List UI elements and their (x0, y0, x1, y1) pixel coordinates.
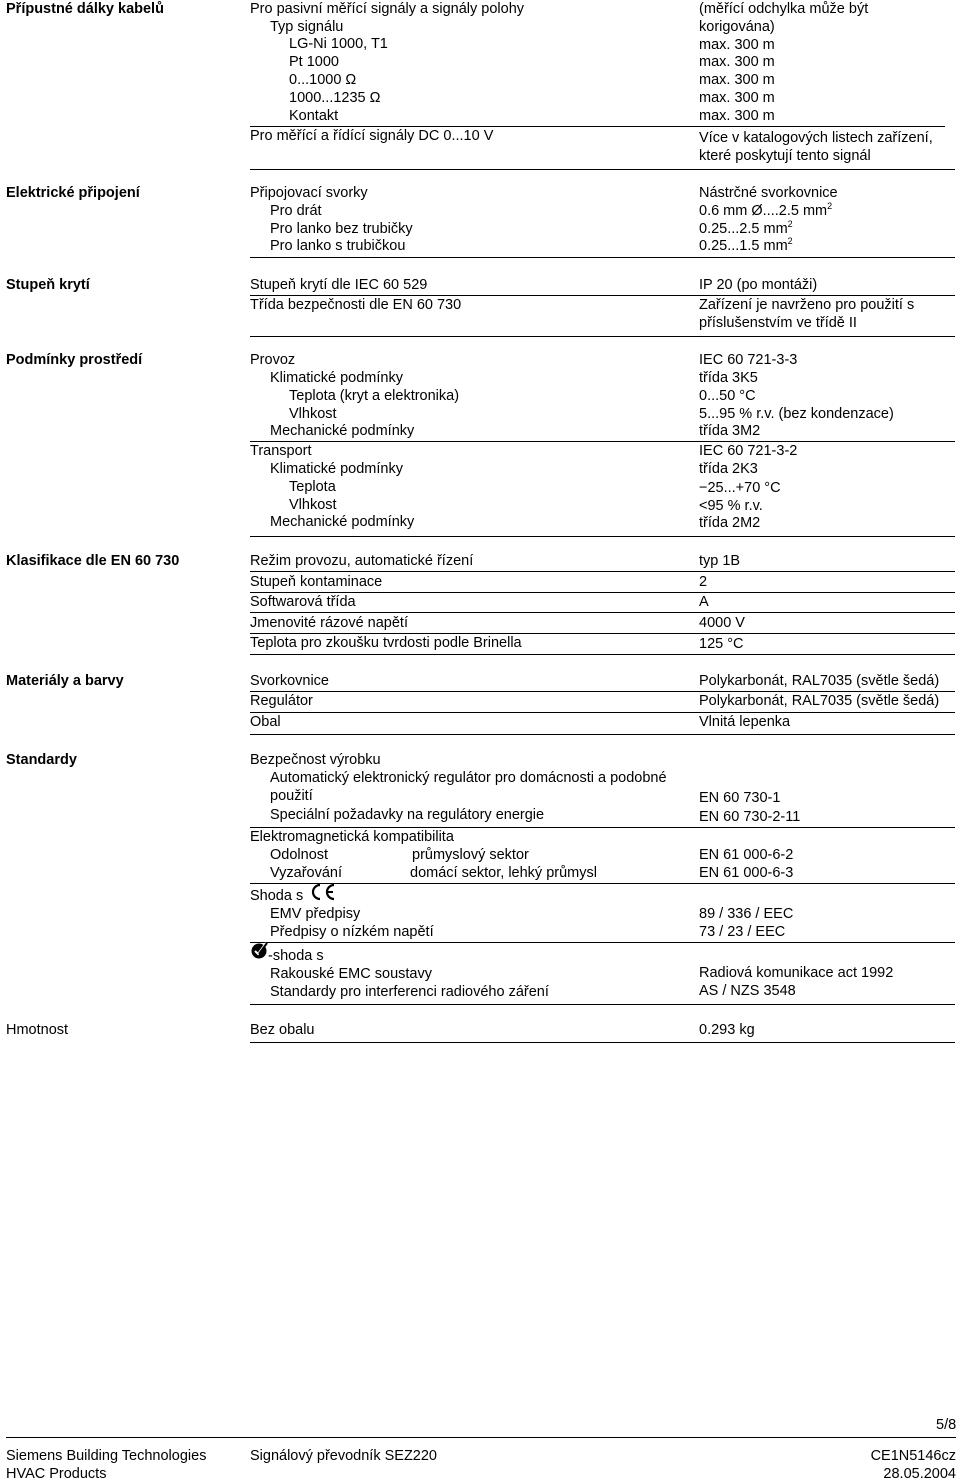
environment-value: třída 3M2 (699, 423, 761, 439)
environment-line: Vlhkost (289, 406, 337, 422)
cable-value: max. 300 m (699, 72, 775, 88)
classification-value: A (699, 594, 709, 610)
classification-line: Softwarová třída (250, 594, 356, 610)
section-divider (250, 536, 955, 537)
cable-value: Více v katalogových listech zařízení, (699, 130, 933, 146)
environment-value: 5...95 % r.v. (bez kondenzace) (699, 406, 894, 422)
weight-line: Bez obalu (250, 1022, 315, 1038)
classification-value: 125 °C (699, 636, 744, 652)
standards-line: Speciální požadavky na regulátory energie (270, 807, 545, 823)
classification-line: Stupeň kontaminace (250, 574, 383, 590)
page-number: 5/8 (936, 1417, 957, 1433)
cable-line: 1000...1235 Ω (289, 90, 381, 106)
section-label-materials: Materiály a barvy (6, 673, 124, 689)
standards-line: průmyslový sektor (412, 847, 529, 863)
environment-line: Klimatické podmínky (270, 370, 403, 386)
cable-value: max. 300 m (699, 37, 775, 53)
cable-line: Pro měřící a řídící signály DC 0...10 V (250, 128, 494, 144)
protection-line: Třída bezpečnosti dle EN 60 730 (250, 297, 462, 313)
cable-value: které poskytují tento signál (699, 148, 871, 164)
standards-line: Standardy pro interferenci radiového záření (270, 984, 549, 1000)
environment-value: třída 2M2 (699, 515, 761, 531)
section-divider (250, 1004, 955, 1005)
row-divider (250, 712, 955, 713)
cable-line: Kontakt (289, 108, 339, 124)
materials-value: Polykarbonát, RAL7035 (světle šedá) (699, 673, 940, 689)
cable-line: Typ signálu (270, 19, 344, 35)
standards-value: EN 61 000-6-3 (699, 865, 794, 881)
cable-value: max. 300 m (699, 108, 775, 124)
classification-line: Jmenovité rázové napětí (250, 615, 408, 631)
environment-line: Mechanické podmínky (270, 514, 415, 530)
row-divider (250, 612, 955, 613)
cable-value: (měřící odchylka může být (699, 1, 869, 17)
standards-line: Rakouské EMC soustavy (270, 966, 432, 982)
electrical-value: 0.25...2.5 $mm^2$ (699, 219, 793, 237)
environment-value: −25...+70 °C (699, 480, 781, 496)
electrical-value: 0.25...1.5 $mm^2$ (699, 236, 793, 254)
electrical-value: Nástrčné svorkovnice (699, 185, 838, 201)
footer-doc-id: CE1N5146cz (870, 1448, 956, 1464)
row-divider (250, 126, 945, 127)
standards-line: EMV předpisy (270, 906, 361, 922)
footer-divider (6, 1437, 956, 1438)
cable-line: 0...1000 Ω (289, 72, 357, 88)
cable-value: korigována) (699, 19, 775, 35)
electrical-line: Pro lanko s trubičkou (270, 238, 406, 254)
row-divider (250, 942, 955, 943)
environment-value: IEC 60 721-3-3 (699, 352, 798, 368)
section-label-cables: Přípustné dálky kabelů (6, 1, 164, 17)
section-divider (250, 169, 955, 170)
section-divider (250, 1042, 955, 1043)
ce-mark-icon (309, 882, 337, 902)
row-divider (250, 571, 955, 572)
environment-value: IEC 60 721-3-2 (699, 443, 798, 459)
cable-line: LG-Ni 1000, T1 (289, 36, 388, 52)
protection-value: IP 20 (po montáži) (699, 277, 818, 293)
section-divider (250, 734, 955, 735)
environment-line: Mechanické podmínky (270, 423, 415, 439)
section-label-weight: Hmotnost (6, 1022, 69, 1038)
classification-line: Režim provozu, automatické řízení (250, 553, 474, 569)
standards-line: Odolnost (270, 847, 329, 863)
section-label-protection: Stupeň krytí (6, 277, 90, 293)
c-tick-mark-icon (250, 942, 268, 960)
protection-line: Stupeň krytí dle IEC 60 529 (250, 277, 428, 293)
standards-value: Radiová komunikace act 1992 (699, 965, 894, 981)
cable-value: max. 300 m (699, 90, 775, 106)
row-divider (250, 441, 955, 442)
row-divider (250, 691, 955, 692)
materials-value: Vlnitá lepenka (699, 714, 791, 730)
row-divider (250, 295, 955, 296)
materials-line: Svorkovnice (250, 673, 329, 689)
environment-line: Transport (250, 443, 312, 459)
standards-line: domácí sektor, lehký průmysl (410, 865, 597, 881)
section-divider (250, 336, 955, 337)
standards-line: Shoda s (250, 888, 304, 904)
standards-line: použití (270, 788, 313, 804)
environment-line: Teplota (kryt a elektronika) (289, 388, 460, 404)
standards-line: Automatický elektronický regulátor pro domácnosti a podobné (270, 770, 667, 786)
electrical-line: Pro lanko bez trubičky (270, 221, 413, 237)
protection-value: Zařízení je navrženo pro použití s (699, 297, 915, 313)
section-divider (250, 257, 955, 258)
cable-line: Pro pasivní měřící signály a signály polohy (250, 1, 525, 17)
standards-line: -shoda s (268, 948, 324, 964)
standards-value: 73 / 23 / EEC (699, 924, 786, 940)
materials-value: Polykarbonát, RAL7035 (světle šedá) (699, 693, 940, 709)
section-label-classification: Klasifikace dle EN 60 730 (6, 553, 180, 569)
standards-value: 89 / 336 / EEC (699, 906, 794, 922)
section-label-standards: Standardy (6, 752, 77, 768)
section-label-electrical: Elektrické připojení (6, 185, 140, 201)
standards-value: EN 61 000-6-2 (699, 847, 794, 863)
environment-line: Klimatické podmínky (270, 461, 403, 477)
standards-value: EN 60 730-2-11 (699, 809, 801, 825)
section-label-environment: Podmínky prostředí (6, 352, 143, 368)
footer-product: Signálový převodník SEZ220 (250, 1448, 437, 1464)
environment-line: Provoz (250, 352, 296, 368)
standards-line: Elektromagnetická kompatibilita (250, 829, 454, 845)
materials-line: Regulátor (250, 693, 313, 709)
standards-value: EN 60 730-1 (699, 790, 781, 806)
standards-line: Předpisy o nízkém napětí (270, 924, 434, 940)
electrical-line: Připojovací svorky (250, 185, 368, 201)
electrical-line: Pro drát (270, 203, 322, 219)
standards-line: Bezpečnost výrobku (250, 752, 381, 768)
environment-value: 0...50 °C (699, 388, 756, 404)
footer-date: 28.05.2004 (883, 1466, 956, 1482)
row-divider (250, 883, 955, 884)
environment-line: Vlhkost (289, 497, 337, 513)
weight-value: 0.293 kg (699, 1022, 755, 1038)
environment-value: <95 % r.v. (699, 498, 763, 514)
standards-line: Vyzařování (270, 865, 342, 881)
cable-value: max. 300 m (699, 54, 775, 70)
row-divider (250, 827, 955, 828)
environment-value: třída 2K3 (699, 461, 758, 477)
footer-division: HVAC Products (6, 1466, 107, 1482)
row-divider (250, 592, 955, 593)
protection-value: příslušenstvím ve třídě II (699, 315, 857, 331)
classification-value: 2 (699, 574, 708, 590)
section-divider (250, 654, 955, 655)
electrical-value: 0.6 mm Ø....2.5 $mm^2$ (699, 201, 833, 219)
row-divider (250, 633, 955, 634)
footer-company: Siemens Building Technologies (6, 1448, 207, 1464)
classification-value: typ 1B (699, 553, 741, 569)
environment-line: Teplota (289, 479, 336, 495)
cable-line: Pt 1000 (289, 54, 339, 70)
standards-value: AS / NZS 3548 (699, 983, 796, 999)
environment-value: třída 3K5 (699, 370, 758, 386)
materials-line: Obal (250, 714, 281, 730)
classification-line: Teplota pro zkoušku tvrdosti podle Brinella (250, 635, 522, 651)
classification-value: 4000 V (699, 615, 745, 631)
